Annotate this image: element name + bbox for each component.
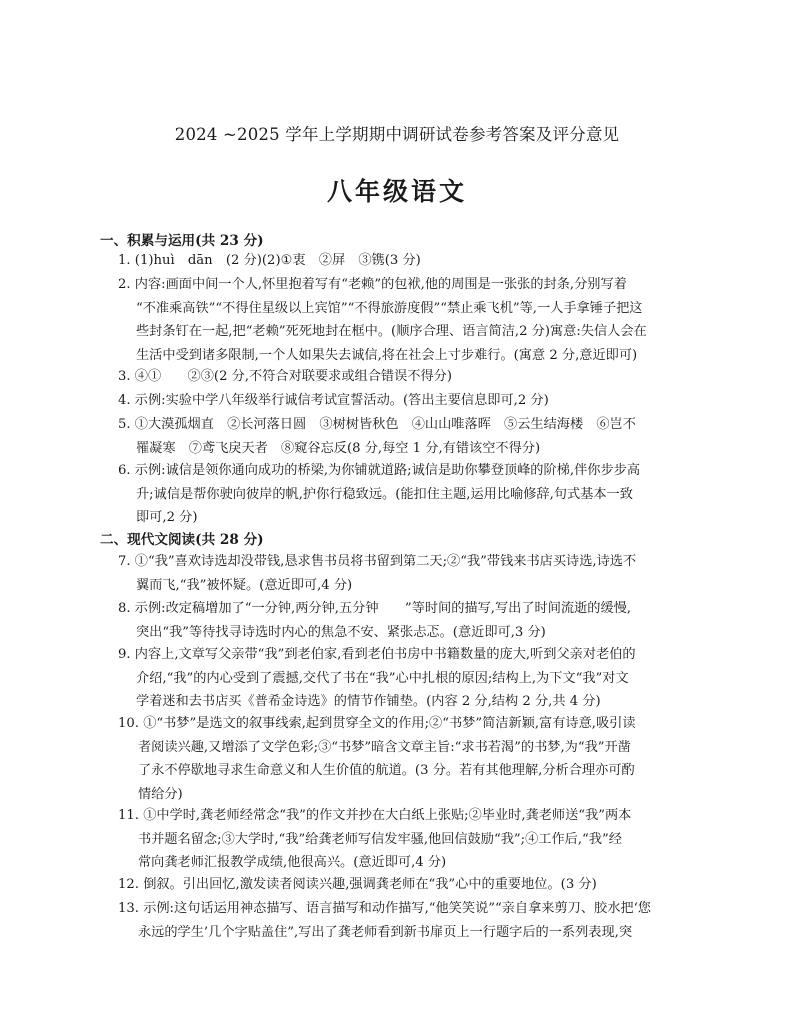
- section-heading-1: 一、积累与运用(共 23 分): [100, 233, 264, 249]
- answer-item-10: [118, 712, 678, 806]
- item-line: 者阅读兴趣,又增添了文学色彩;③“书梦”暗含文章主旨:“求书若渴”的书梦,为“我”开凿: [138, 739, 631, 755]
- item-number: 13.: [118, 901, 139, 916]
- item-number: 4.: [118, 393, 131, 408]
- item-number: 3.: [118, 369, 131, 384]
- answer-item-4: [118, 389, 678, 413]
- item-line: “不准乘高铁”“不得住星级以上宾馆”“不得旅游度假”“禁止乘飞机”等,一人手拿锤子把这: [136, 300, 643, 316]
- item-line: 翼而飞,“我”被怀疑。(意近即可,4 分): [136, 577, 353, 593]
- item-line: 示例:实验中学八年级举行诚信考试宣誓活动。(答出主要信息即可,2 分): [134, 393, 549, 408]
- item-line: ①大漠孤烟直 ②长河落日圆 ③树树皆秋色 ④山山唯落晖 ⑤云生结海楼 ⑥岂不: [134, 417, 636, 432]
- answer-item-6: [118, 459, 678, 530]
- item-number: 10.: [118, 716, 139, 731]
- item-line: (1)huì dān (2 分)(2)①衷 ②屏 ③镌(3 分): [134, 253, 421, 268]
- answer-item-9: [118, 643, 678, 714]
- item-number: 5.: [118, 417, 131, 432]
- item-number: 8.: [118, 601, 131, 616]
- item-line: 介绍,“我”的内心受到了震撼,交代了书在“我”心中扎根的原因;结构上,为下文“我”对文: [136, 670, 629, 686]
- item-number: 2.: [118, 277, 131, 292]
- answer-item-3: [118, 365, 678, 389]
- answer-item-7: [118, 550, 678, 597]
- item-line: 了永不停歇地寻求生命意义和人生价值的航道。(3 分。若有其他理解,分析合理亦可酌: [138, 763, 635, 778]
- item-number: 6.: [118, 463, 131, 478]
- item-number: 1.: [118, 253, 131, 268]
- answer-item-5: [118, 413, 678, 460]
- answer-item-2: [118, 273, 678, 367]
- item-line: 示例:这句话运用神态描写、语言描写和动作描写,“他笑笑说”“亲自拿来剪刀、胶水把‘您: [143, 901, 651, 916]
- answer-item-11: [118, 804, 678, 875]
- item-line: 示例:改定稿增加了“一分钟,两分钟,五分钟 ”等时间的描写,写出了时间流逝的缓慢,: [134, 601, 632, 616]
- document-subtitle: 2024 ~2025 学年上学期期中调研试卷参考答案及评分意见: [174, 125, 620, 144]
- item-line: ①“我”喜欢诗选却没带钱,恳求售书员将书留到第二天;②“我”带钱来书店买诗选,诗选不: [134, 554, 637, 569]
- item-number: 12.: [118, 877, 139, 892]
- item-number: 7.: [118, 554, 131, 569]
- item-line: 示例:诚信是领你通向成功的桥梁,为你铺就道路;诚信是助你攀登顶峰的阶梯,伴你步步高: [134, 463, 641, 478]
- item-line: 倒叙。引出回忆,激发读者阅读兴趣,强调龚老师在“我”心中的重要地位。(3 分): [143, 877, 597, 892]
- item-line: 学着迷和去书店买《普希金诗选》的情节作铺垫。(内容 2 分,结构 2 分,共 4 分): [136, 694, 601, 709]
- item-line: 生活中受到诸多限制,一个人如果失去诚信,将在社会上寸步难行。(寓意 2 分,意近即可): [136, 347, 638, 363]
- item-line: 永远的学生’几个字贴盖住”,写出了龚老师看到新书扉页上一行题字后的一系列表现,突: [138, 924, 633, 940]
- item-line: 即可,2 分): [136, 510, 198, 525]
- item-number: 11.: [118, 808, 139, 823]
- item-line: ④① ②③(2 分,不符合对联要求或组合错误不得分): [134, 369, 452, 384]
- answer-item-13: [118, 897, 678, 944]
- item-line: 情给分): [138, 786, 183, 802]
- item-line: 内容:画面中间一个人,怀里抱着写有“老赖”的包袱,他的周围是一张张的封条,分别写着: [134, 277, 627, 292]
- item-line: 罹凝寒 ⑦鸢飞戾天者 ⑧窥谷忘反(8 分,每空 1 分,有错该空不得分): [136, 440, 541, 456]
- item-line: 升;诚信是帮你驶向彼岸的帆,护你行稳致远。(能扣住主题,运用比喻修辞,句式基本一致: [136, 486, 633, 502]
- item-line: 突出“我”等待找寻诗选时内心的焦急不安、紧张忐忑。(意近即可,3 分): [136, 624, 546, 640]
- item-number: 9.: [118, 647, 131, 662]
- answer-item-8: [118, 597, 678, 644]
- answer-item-1: [118, 249, 678, 273]
- item-line: 常向龚老师汇报教学成绩,他很高兴。(意近即可,4 分): [138, 855, 447, 870]
- item-line: 书并题名留念;③大学时,“我”给龚老师写信发牢骚,他回信鼓励“我”;④工作后,“我”经: [138, 831, 622, 847]
- item-line: 内容上,文章写父亲带“我”到老伯家,看到老伯书房中书籍数量的庞大,听到父亲对老伯的: [134, 647, 636, 662]
- item-line: ①“书梦”是选文的叙事线索,起到贯穿全文的作用;②“书梦”简洁新颖,富有诗意,吸引读: [143, 716, 636, 731]
- item-line: 些封条钉在一起,把“老赖”死死地封在框中。(顺序合理、语言简洁,2 分)寓意:失信人会在: [136, 324, 647, 339]
- document-title: 八年级语文: [326, 177, 467, 206]
- item-line: ①中学时,龚老师经常念“我”的作文并抄在大白纸上张贴;②毕业时,龚老师送“我”两本: [143, 808, 632, 823]
- section-heading-2: 二、现代文阅读(共 28 分): [100, 532, 264, 548]
- answer-item-12: [118, 873, 678, 897]
